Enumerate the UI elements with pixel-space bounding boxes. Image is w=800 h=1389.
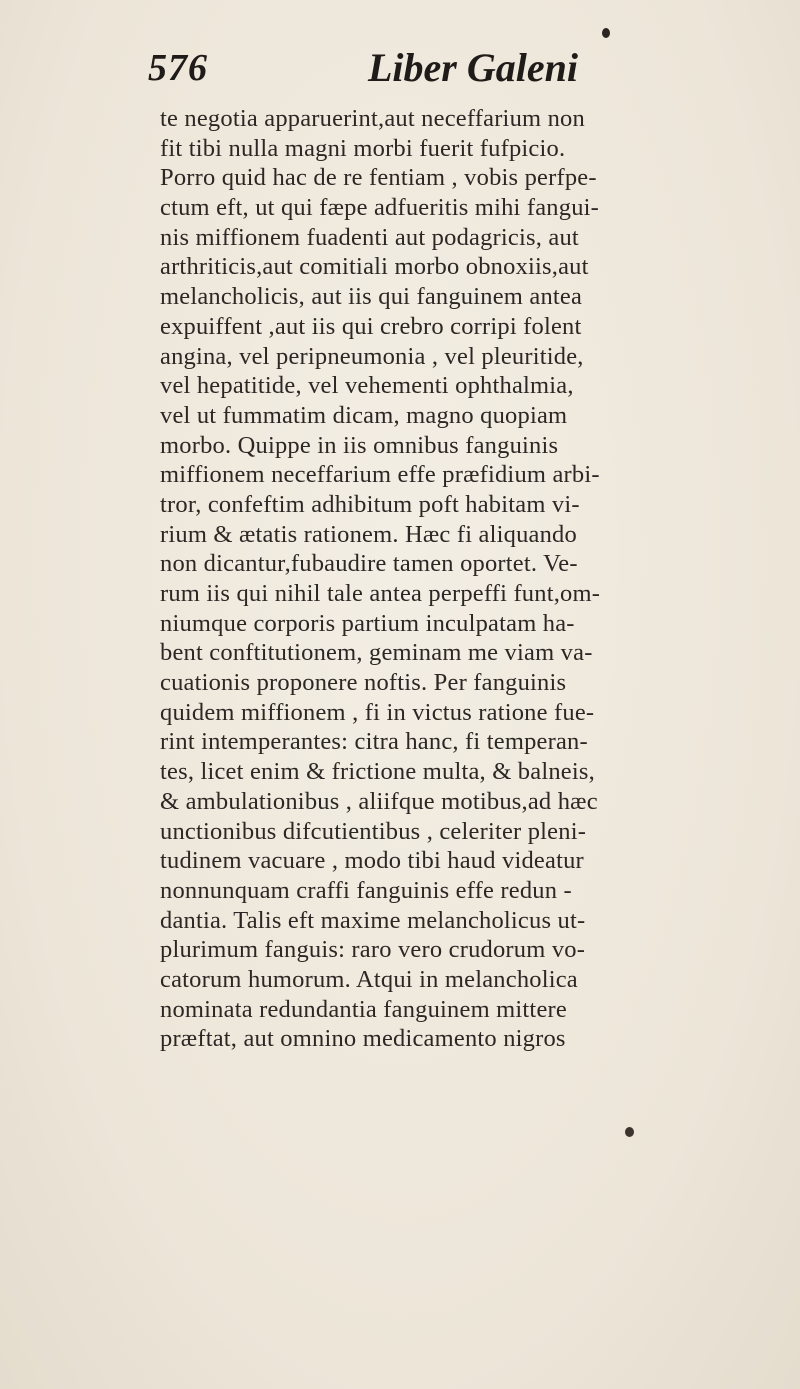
text-line: præftat, aut omnino medicamento nigros — [160, 1025, 566, 1053]
text-line: bent conftitutionem, geminam me viam va- — [160, 639, 593, 667]
text-line: non dicantur,fubaudire tamen oportet. Ve- — [160, 550, 578, 578]
text-line: plurimum fanguis: raro vero crudorum vo- — [160, 936, 586, 964]
page-header — [0, 44, 800, 104]
text-line: vel ut fummatim dicam, magno quopiam — [160, 401, 568, 429]
text-line: tes, licet enim & frictione multa, & balneis, — [160, 758, 595, 786]
text-line: ctum eft, ut qui fæpe adfueritis mihi fangui- — [160, 194, 600, 222]
running-title: Liber Galeni — [368, 45, 578, 90]
text-line: expuiffent ,aut iis qui crebro corripi folent — [160, 312, 582, 340]
text-line: fit tibi nulla magni morbi fuerit fufpicio. — [160, 134, 566, 162]
text-line: catorum humorum. Atqui in melancholica — [160, 965, 578, 993]
text-line: vel hepatitide, vel vehementi ophthalmia, — [160, 372, 574, 400]
text-line: cuationis proponere noftis. Per fanguinis — [160, 669, 567, 697]
text-line: nonnunquam craffi fanguinis effe redun - — [160, 876, 572, 904]
text-line: rint intemperantes: citra hanc, fi temperan- — [160, 728, 588, 756]
text-line: nis miffionem fuadenti aut podagricis, aut — [160, 223, 579, 251]
text-line: angina, vel peripneumonia , vel pleuritide, — [160, 342, 584, 370]
text-line: te negotia apparuerint,aut neceffarium non — [160, 105, 585, 132]
page-number: 576 — [148, 47, 208, 89]
text-line: & ambulationibus , aliifque motibus,ad hæc — [160, 787, 598, 815]
text-line: rium & ætatis rationem. Hæc fi aliquando — [160, 520, 577, 548]
text-line: unctionibus difcutientibus , celeriter pleni- — [160, 817, 587, 845]
text-line: dantia. Talis eft maxime melancholicus ut- — [160, 906, 586, 934]
text-line: nominata redundantia fanguinem mittere — [160, 995, 567, 1023]
text-line: tror, confeftim adhibitum poft habitam vi- — [160, 490, 580, 518]
body-text — [160, 104, 760, 1054]
text-line: quidem miffionem , fi in victus ratione fue- — [160, 698, 595, 726]
text-line: rum iis qui nihil tale antea perpeffi funt,om- — [160, 580, 601, 607]
ink-spot — [602, 28, 610, 38]
text-line: tudinem vacuare , modo tibi haud videatur — [160, 847, 584, 875]
text-line: Porro quid hac de re fentiam , vobis perfpe- — [160, 164, 597, 192]
text-line: melancholicis, aut iis qui fanguinem antea — [160, 283, 583, 311]
ink-spot — [625, 1127, 634, 1137]
text-line: miffionem neceffarium effe præfidium arbi- — [160, 461, 600, 489]
text-line: morbo. Quippe in iis omnibus fanguinis — [160, 431, 559, 459]
text-line: niumque corporis partium inculpatam ha- — [160, 609, 575, 637]
text-line: arthriticis,aut comitiali morbo obnoxiis,aut — [160, 253, 589, 281]
